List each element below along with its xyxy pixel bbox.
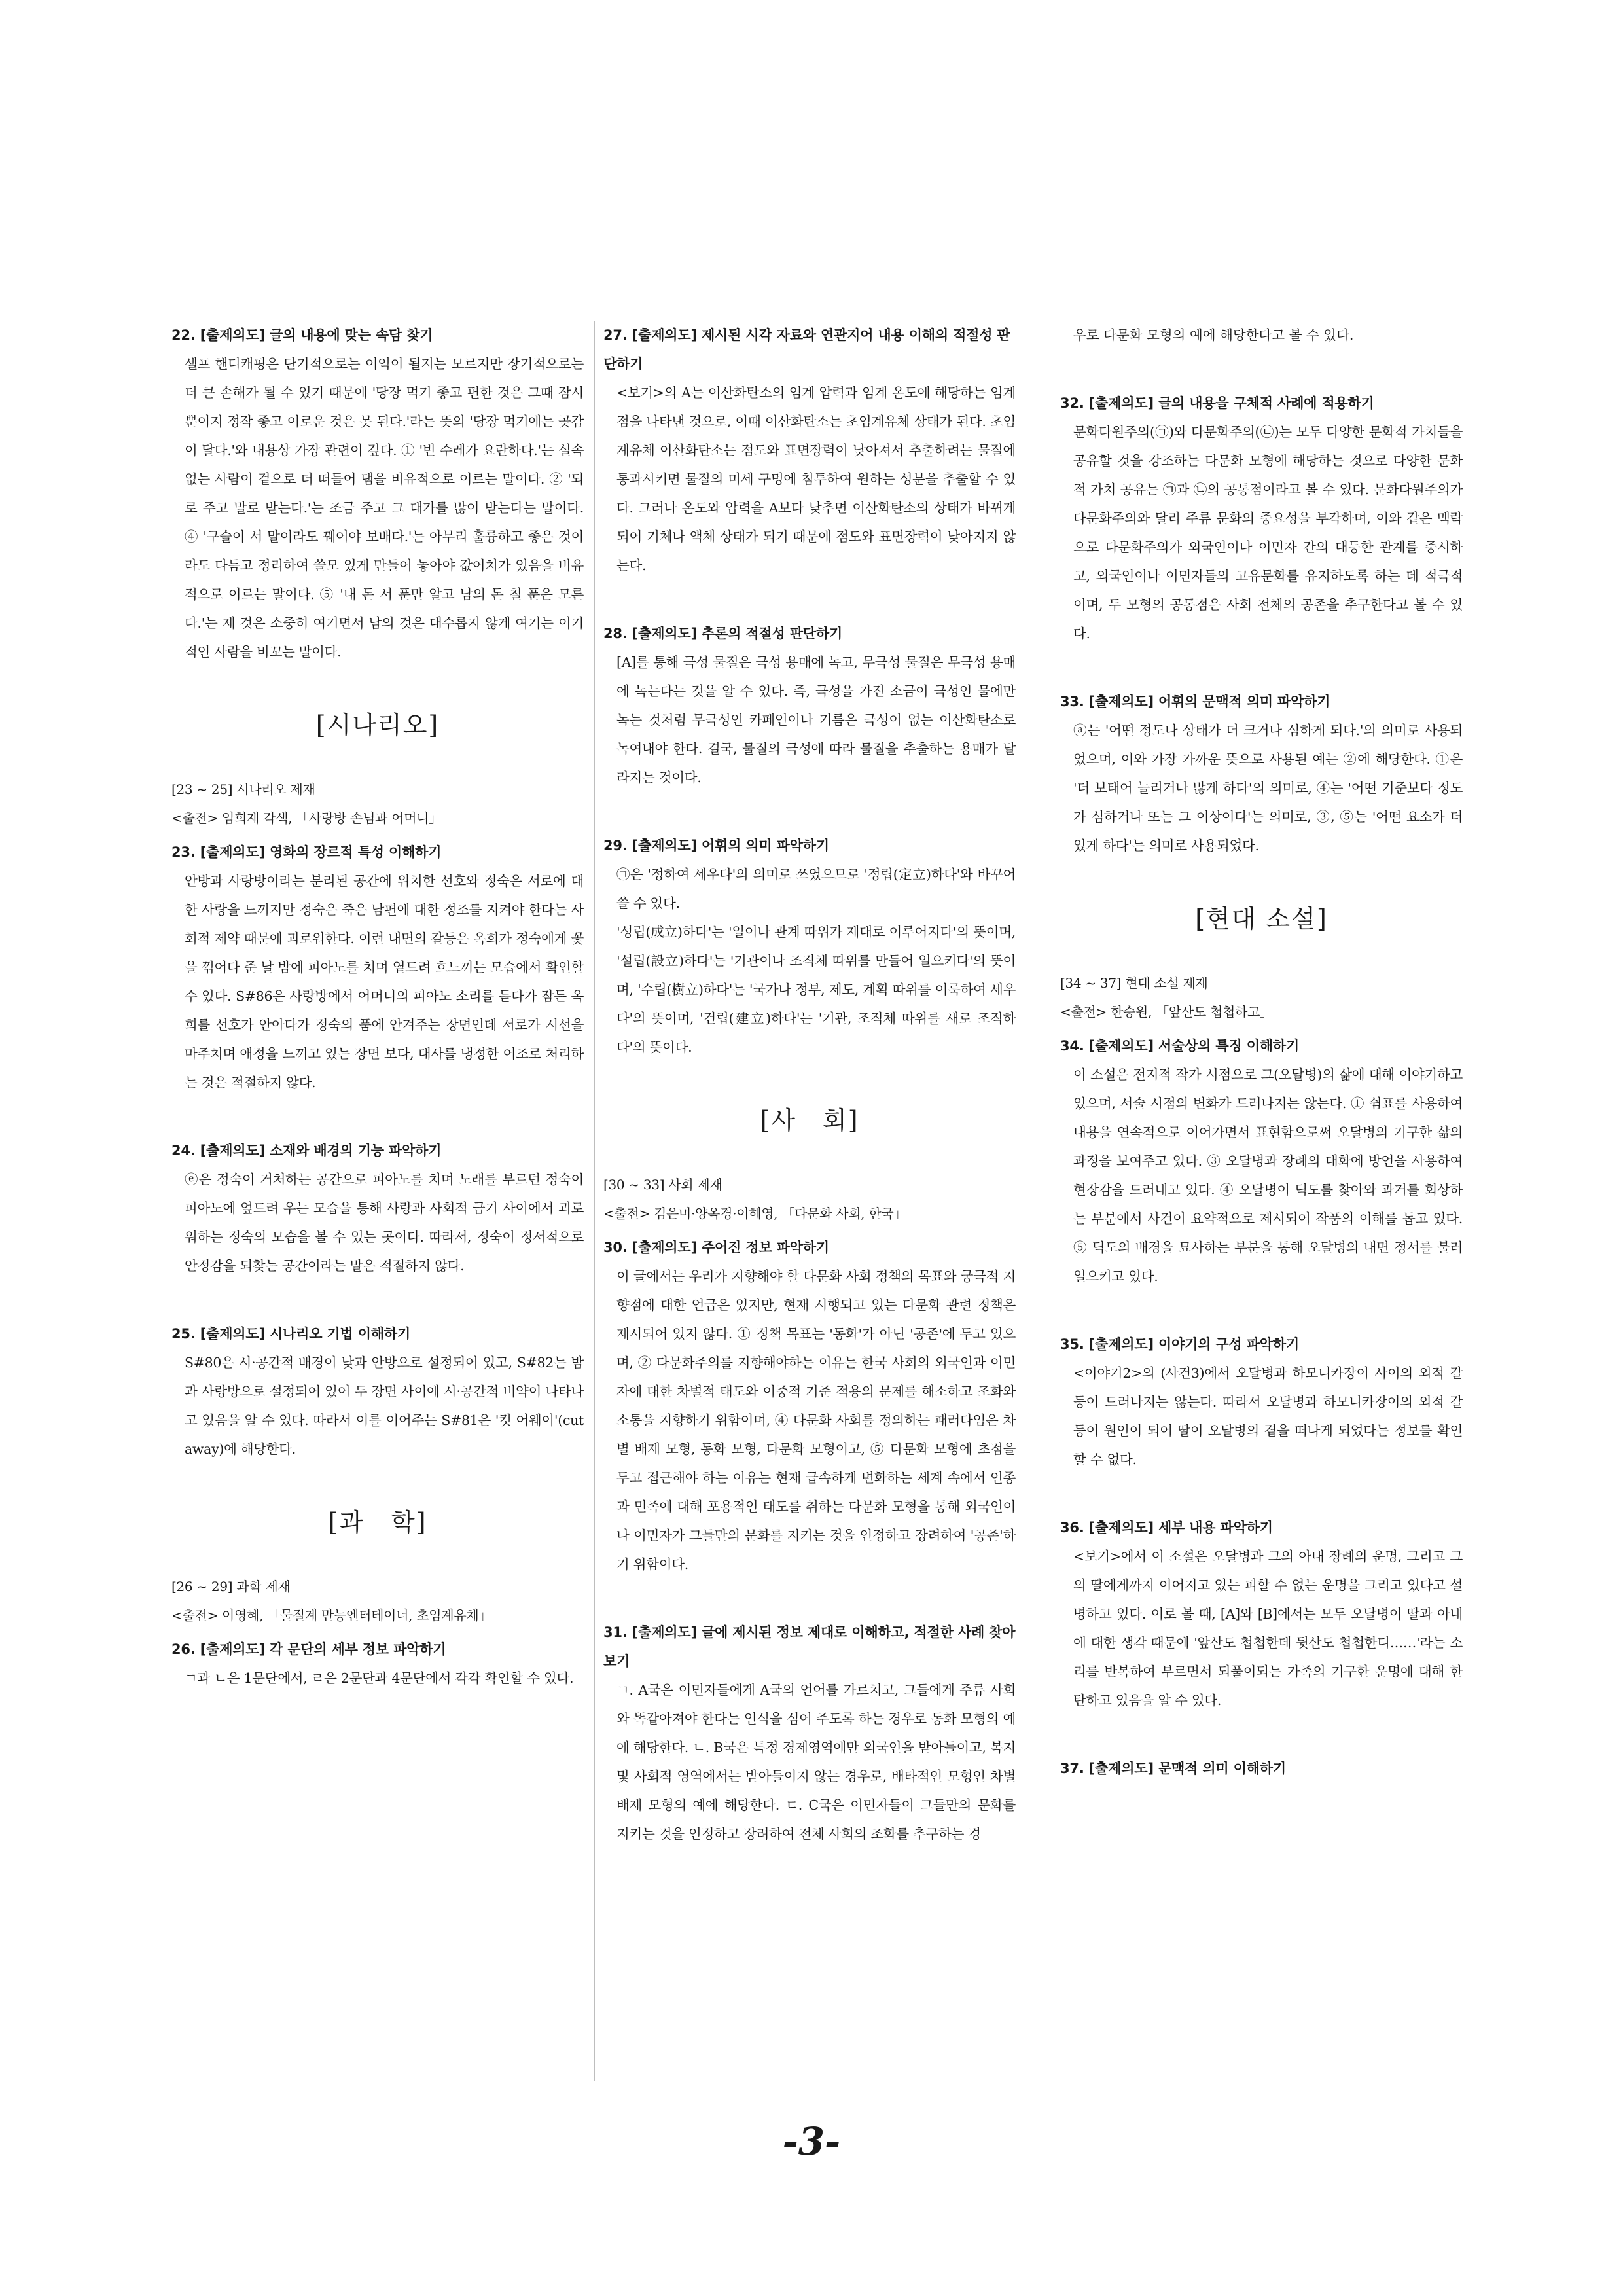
question-explanation: 우로 다문화 모형의 예에 해당한다고 볼 수 있다. xyxy=(1073,327,1354,343)
passage-source: <출전> 김은미·양옥경·이해영, 「다문화 사회, 한국」 xyxy=(603,1206,907,1221)
question-24 xyxy=(171,1136,584,1280)
question-title: 27. [출제의도] 제시된 시각 자료와 연관지어 내용 이해의 적절성 판단하기 xyxy=(603,327,1010,372)
question-explanation: 이 소설은 전지적 작가 시점으로 그(오달병)의 삶에 대해 이야기하고 있으며, 서술 시점의 변화가 드러나지는 않는다. ① 쉼표를 사용하여 내용을 연속적으로 이어가면서 표현함으로써 오달병의 기구한 삶의 과정을 보여주고 있다. ③ 오달병과 장례의 대화에 방언을 사용하여 현장감을 드러내고 있다. ④ 오달병이 딕도를 찾아와 과거를 회상하는 부분에서 사건이 요약적으로 제시되어 작품의 이해를 돕고 있다. ⑤ 딕도의 배경을 묘사하는 부분을 통해 오달병의 내면 정서를 불러일으키고 있다. xyxy=(1073,1067,1463,1284)
question-title: 37. [출제의도] 문맥적 의미 이해하기 xyxy=(1060,1761,1286,1776)
question-33 xyxy=(1060,687,1463,860)
question-25 xyxy=(171,1319,584,1463)
passage-range: [30 ~ 33] 사회 제재 xyxy=(603,1177,722,1193)
section-heading-modern-novel: [현대 소설] xyxy=(1195,905,1328,933)
column-left xyxy=(171,321,584,1732)
passage-range: [34 ~ 37] 현대 소설 제재 xyxy=(1060,975,1208,991)
question-29 xyxy=(603,831,1016,1062)
question-title: 24. [출제의도] 소재와 배경의 기능 파악하기 xyxy=(171,1143,442,1158)
section-heading-science: [과 학] xyxy=(328,1508,427,1537)
source-info xyxy=(1060,969,1463,1026)
question-32 xyxy=(1060,389,1463,648)
passage-range: [26 ~ 29] 과학 제재 xyxy=(171,1579,291,1594)
question-explanation: 문화다원주의(㉠)와 다문화주의(㉡)는 모두 다양한 문화적 가치들을 공유할 것을 강조하는 다문화 모형에 해당하는 것으로 다양한 문화적 가치 공유는 ㉠과 ㉡의 공통점이라고 볼 수 있다. 문화다원주의가 다문화주의와 달리 주류 문화의 중요성을 부각하며, 이와 같은 맥락으로 다문화주의가 외국인이나 이민자 간의 대등한 관계를 중시하고, 외국인이나 이민자들의 고유문화를 유지하도록 하는 데 적극적이며, 두 모형의 공통점은 사회 전체의 공존을 추구한다고 볼 수 있다. xyxy=(1073,424,1463,641)
question-explanation: 이 글에서는 우리가 지향해야 할 다문화 사회 정책의 목표와 궁극적 지향점에 대한 언급은 있지만, 현재 시행되고 있는 다문화 관련 정책은 제시되어 있지 않다. ① 정책 목표는 '동화'가 아닌 '공존'에 두고 있으며, ② 다문화주의를 지향해야하는 이유는 한국 사회의 외국인과 이민자에 대한 차별적 태도와 이중적 기준 적용의 문제를 해소하고 조화와 소통을 지향하기 위함이며, ④ 다문화 사회를 정의하는 패러다임은 차별 배제 모형, 동화 모형, 다문화 모형이고, ⑤ 다문화 모형에 초점을 두고 접근해야 하는 이유는 현재 급속하게 변화하는 세계 속에서 인종과 민족에 대해 포용적인 태도를 취하는 다문화 모형을 통해 외국인이나 이민자가 그들만의 문화를 지키는 것을 인정하고 장려하여 '공존'하기 위함이다. xyxy=(616,1268,1016,1572)
question-title: 25. [출제의도] 시나리오 기법 이해하기 xyxy=(171,1326,411,1342)
question-explanation: <보기>의 A는 이산화탄소의 임계 압력과 임계 온도에 해당하는 임계점을 나타낸 것으로, 이때 이산화탄소는 초임계유체 상태가 된다. 초임계유체 이산화탄소는 점도와 표면장력이 낮아져서 추출하려는 물질에 통과시키면 물질의 미세 구멍에 침투하여 원하는 성분을 추출할 수 있다. 그러나 온도와 압력을 A보다 낮추면 이산화탄소의 상태가 바뀌게 되어 기체나 액체 상태가 되기 때문에 점도와 표면장력이 낮아지지 않는다. xyxy=(616,385,1016,573)
question-37 xyxy=(1060,1754,1463,1783)
question-explanation: S#80은 시·공간적 배경이 낮과 안방으로 설정되어 있고, S#82는 밤과 사랑방으로 설정되어 있어 두 장면 사이에 시·공간적 비약이 나타나고 있음을 알 수 있다. 따라서 이를 이어주는 S#81은 '컷 어웨이'(cut away)에 해당한다. xyxy=(185,1355,584,1457)
question-explanation: 안방과 사랑방이라는 분리된 공간에 위치한 선호와 정숙은 서로에 대한 사랑을 느끼지만 정숙은 죽은 남편에 대한 정조를 지켜야 한다는 사회적 제약 때문에 괴로워한다. 이런 내면의 갈등은 옥희가 정숙에게 꽃을 꺾어다 준 날 밤에 피아노를 치며 옅드려 흐느끼는 모습에서 확인할 수 있다. S#86은 사랑방에서 어머니의 피아노 소리를 듣다가 잠든 옥희를 선호가 안아다가 정숙의 품에 안겨주는 장면인데 서로가 시선을 마주치며 애정을 느끼고 있는 장면 보다, 대사를 냉정한 어조로 처리하는 것은 적절하지 않다. xyxy=(185,873,584,1090)
passage-source: <출전> 임희재 각색, 「사랑방 손님과 어머니」 xyxy=(171,810,442,826)
column-middle xyxy=(603,321,1016,1888)
question-34 xyxy=(1060,1031,1463,1291)
question-31-continued xyxy=(1060,321,1463,350)
question-title: 30. [출제의도] 주어진 정보 파악하기 xyxy=(603,1240,829,1255)
question-explanation: <이야기2>의 (사건3)에서 오달병과 하모니카장이 사이의 외적 갈등이 드러나지는 않는다. 따라서 오달병과 하모니카장이의 외적 갈등이 원인이 되어 딸이 오달병의 곁을 떠나게 되었다는 정보를 확인할 수 없다. xyxy=(1073,1365,1463,1467)
source-info xyxy=(603,1170,1016,1228)
question-title: 28. [출제의도] 추론의 적절성 판단하기 xyxy=(603,626,843,641)
column-divider xyxy=(594,321,595,2081)
question-explanation: ㄱ과 ㄴ은 1문단에서, ㄹ은 2문단과 4문단에서 각각 확인할 수 있다. xyxy=(185,1670,574,1686)
source-info xyxy=(171,775,584,833)
question-31 xyxy=(603,1618,1016,1848)
question-title: 31. [출제의도] 글에 제시된 정보 제대로 이해하고, 적절한 사례 찾아보기 xyxy=(603,1624,1016,1669)
question-26 xyxy=(171,1635,584,1693)
question-explanation: 셀프 핸디캐핑은 단기적으로는 이익이 될지는 모르지만 장기적으로는 더 큰 손해가 될 수 있기 때문에 '당장 먹기 좋고 편한 것은 그때 잠시뿐이지 정작 좋고 이로운 것은 못 된다.'라는 뜻의 '당장 먹기에는 곶감이 달다.'와 내용상 가장 관련이 깊다. ① '빈 수레가 요란하다.'는 실속 없는 사람이 겉으로 더 떠들어 댐을 비유적으로 이르는 말이다. ② '되로 주고 말로 받는다.'는 조금 주고 그 대가를 많이 받는다는 말이다. ④ '구슬이 서 말이라도 꿰어야 보배다.'는 아무리 훌륭하고 좋은 것이라도 다듬고 정리하여 쓸모 있게 만들어 놓아야 값어치가 있음을 비유적으로 이르는 말이다. ⑤ '내 돈 서 푼만 알고 남의 돈 칠 푼은 모른다.'는 제 것은 소중히 여기면서 남의 것은 대수롭지 않게 여기는 이기적인 사람을 비꼬는 말이다. xyxy=(185,356,584,660)
question-36 xyxy=(1060,1513,1463,1715)
question-title: 35. [출제의도] 이야기의 구성 파악하기 xyxy=(1060,1336,1300,1352)
section-heading-scenario: [시나리오] xyxy=(315,711,440,740)
question-30 xyxy=(603,1233,1016,1579)
question-title: 23. [출제의도] 영화의 장르적 특성 이해하기 xyxy=(171,844,442,860)
question-27 xyxy=(603,321,1016,580)
question-explanation: '성립(成立)하다'는 '일이나 관계 따위가 제대로 이루어지다'의 뜻이며, '설립(設立)하다'는 '기관이나 조직체 따위를 만들어 일으키다'의 뜻이며, '수립(樹立)하다'는 '국가나 정부, 제도, 계획 따위를 이룩하여 세우다'의 뜻이며, '건립(建立)하다'는 '기관, 조직체 따위를 새로 조직하다'의 뜻이다. xyxy=(616,924,1016,1055)
question-title: 36. [출제의도] 세부 내용 파악하기 xyxy=(1060,1520,1273,1535)
section-heading-society: [사 회] xyxy=(760,1106,859,1135)
question-22 xyxy=(171,321,584,666)
passage-source: <출전> 이영혜, 「물질계 만능엔터테이너, 초임계유체」 xyxy=(171,1607,492,1623)
question-23 xyxy=(171,838,584,1097)
source-info xyxy=(171,1572,584,1630)
question-title: 34. [출제의도] 서술상의 특징 이해하기 xyxy=(1060,1038,1300,1054)
question-explanation: ⓔ은 정숙이 거처하는 공간으로 피아노를 치며 노래를 부르던 정숙이 피아노에 엎드려 우는 모습을 통해 사랑과 사회적 금기 사이에서 괴로워하는 정숙의 모습을 볼 수 있는 곳이다. 따라서, 정숙이 정서적으로 안정감을 되찾는 공간이라는 말은 적절하지 않다. xyxy=(185,1172,584,1274)
question-title: 33. [출제의도] 어휘의 문맥적 의미 파악하기 xyxy=(1060,694,1330,709)
column-right xyxy=(1060,321,1463,1822)
page-number: -3- xyxy=(782,2119,841,2164)
question-explanation: ⓐ는 '어떤 정도나 상태가 더 크거나 심하게 되다.'의 의미로 사용되었으며, 이와 가장 가까운 뜻으로 사용된 예는 ②에 해당한다. ①은 '더 보태어 늘리거나 많게 하다'의 의미로, ④는 '어떤 기준보다 정도가 심하거나 또는 그 이상이다'는 의미로, ③, ⑤는 '어떤 요소가 더 있게 하다'는 의미로 사용되었다. xyxy=(1073,723,1463,853)
passage-source: <출전> 한승원, 「앞산도 첩첩하고」 xyxy=(1060,1004,1273,1020)
question-explanation: ㉠은 '정하여 세우다'의 의미로 쓰였으므로 '정립(定立)하다'와 바꾸어 쓸 수 있다. xyxy=(616,867,1016,911)
question-explanation: ㄱ. A국은 이민자들에게 A국의 언어를 가르치고, 그들에게 주류 사회와 똑같아져야 한다는 인식을 심어 주도록 하는 경우로 동화 모형의 예에 해당한다. ㄴ. B국은 특정 경제영역에만 외국인을 받아들이고, 복지 및 사회적 영역에서는 받아들이지 않는 경우로, 배타적인 모형인 차별 배제 모형의 예에 해당한다. ㄷ. C국은 이민자들이 그들만의 문화를 지키는 것을 인정하고 장려하여 전체 사회의 조화를 추구하는 경 xyxy=(616,1682,1016,1842)
question-title: 32. [출제의도] 글의 내용을 구체적 사례에 적용하기 xyxy=(1060,395,1374,411)
question-title: 22. [출제의도] 글의 내용에 맞는 속담 찾기 xyxy=(171,327,433,343)
question-35 xyxy=(1060,1330,1463,1474)
passage-range: [23 ~ 25] 시나리오 제재 xyxy=(171,781,315,797)
question-title: 26. [출제의도] 각 문단의 세부 정보 파악하기 xyxy=(171,1641,446,1657)
question-28 xyxy=(603,619,1016,792)
question-title: 29. [출제의도] 어휘의 의미 파악하기 xyxy=(603,838,829,853)
question-explanation: [A]를 통해 극성 물질은 극성 용매에 녹고, 무극성 물질은 무극성 용매에 녹는다는 것을 알 수 있다. 즉, 극성을 가진 소금이 극성인 물에만 녹는 것처럼 무극성인 카페인이나 기름은 극성이 없는 이산화탄소로 녹여내야 한다. 결국, 물질의 극성에 따라 물질을 추출하는 용매가 달라지는 것이다. xyxy=(616,655,1016,785)
question-explanation: <보기>에서 이 소설은 오달병과 그의 아내 장례의 운명, 그리고 그의 딸에게까지 이어지고 있는 피할 수 없는 운명을 그리고 있다고 설명하고 있다. 이로 볼 때, [A]와 [B]에서는 모두 오달병이 딸과 아내에 대한 생각 때문에 '앞산도 첩첩한데 뒷산도 첩첩한디……'라는 소리를 반복하여 부르면서 되풀이되는 가족의 기구한 운명에 대해 한탄하고 있음을 알 수 있다. xyxy=(1073,1549,1463,1708)
